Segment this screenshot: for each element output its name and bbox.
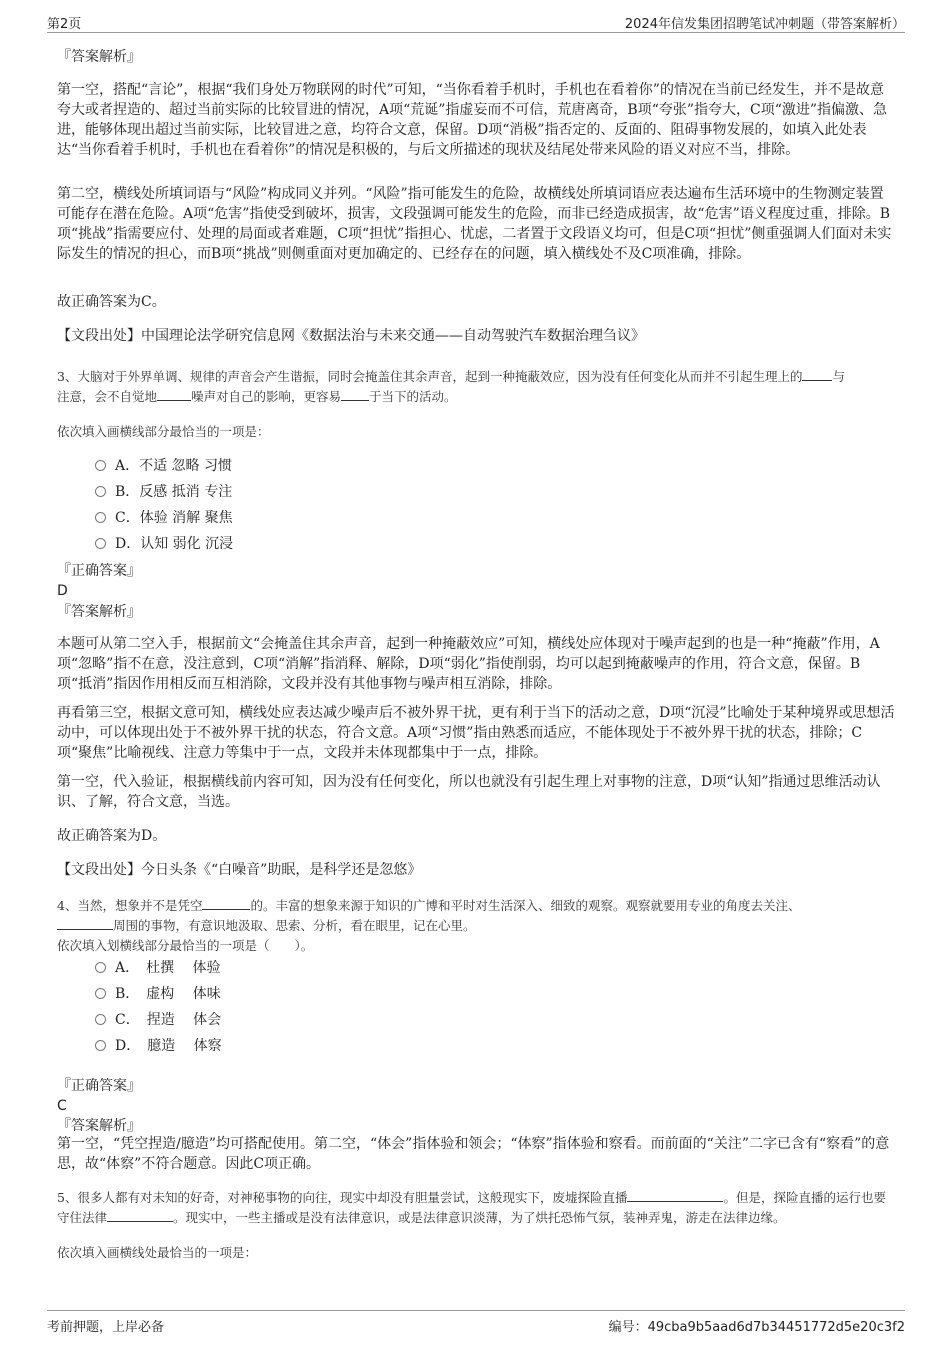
q3-instruction: 依次填入画横线部分最恰当的一项是： [57,424,270,439]
q3-analysis-label: 『答案解析』 [57,604,141,620]
q2-analysis-label: 『答案解析』 [57,49,141,65]
radio-icon[interactable] [95,1040,106,1051]
q5-stem: 5、很多人都有对未知的好奇，对神秘事物的向往，现实中却没有胆量尝试，这般现实下，废墟探险直播 。但是，探险直播的运行也要守住法律 。现实中，一些主播或是没有法律意识，或是法律意识淡薄，为了烘托恐怖气氛，装神弄鬼，游走在法律边缘。 [57,1190,886,1225]
q3-conclusion: 故正确答案为D。 [57,828,167,844]
q2-analysis-p1: 第一空，搭配“言论”，根据“我们身处万物联网的时代”可知，“当你看着手机时，手机也在看着你”的情况在当前已经发生，并不是故意夸大或者捏造的、超过当前实际的比较冒进的情况，A项“荒诞”指虚妄而不可信，荒唐离奇，B项“夸张”指夸大，C项“激进”指偏激、急进，能够体现出超过当前实际，比较冒进之意，均符合文意，保留。D项“消极”指否定的、反面的、阻碍事物发展的，如填入此处表达“当你看着手机时，手机也在看着你”的情况是积极的，与后文所描述的现状及结尾处带来风险的语义对应不当，排除。 [57,82,888,158]
radio-icon[interactable] [95,962,106,973]
q3-option-b[interactable]: B．反感 抵消 专注 [95,482,232,502]
radio-icon[interactable] [95,538,106,549]
radio-icon[interactable] [95,460,106,471]
document-code: 编号：49cba9b5aad6d7b34451772d5e20c3f2 [608,1320,905,1335]
q3-option-a[interactable]: A．不适 忽略 习惯 [95,456,232,476]
q4-instruction: 依次填入划横线部分最恰当的一项是（ ）。 [57,938,314,953]
q4-option-a[interactable]: A． 杜撰 体验 [95,958,221,978]
blank-line [802,368,832,381]
q2-analysis-p2: 第二空，横线处所填词语与“风险”构成同义并列。“风险”指可能发生的危险，故横线处所填词语应表达遍布生活环境中的生物测定装置可能存在潜在危险。A项“危害”指使受到破坏，损害，文段强调可能发生的危险，而非已经造成损害，故“危害”语义程度过重，排除。B项“挑战”指需要应付、处理的局面或者难题，C项“担忧”指担心、忧虑，二者置于文段语义均可，但是C项“担忧”侧重强调人们面对未实际发生的情况的担心，而B项“挑战”则侧重面对更加确定的、已经存在的问题，填入横线处不及C项准确，排除。 [57,186,892,262]
page-header [47,10,905,33]
q3-analysis-p1: 本题可从第二空入手，根据前文“会掩盖住其余声音，起到一种掩蔽效应”可知，横线处应体现对于噪声起到的也是一种“掩蔽”作用，A项“忽略”指不在意，没注意到，C项“消解”指消释、解除，D项“弱化”指使削弱，均可以起到掩蔽噪声的作用，符合文意，保留。B项“抵消”指因作用相反而互相消除，文段并没有其他事物与噪声相互消除，排除。 [57,636,880,692]
blank-line [627,1189,723,1202]
page-footer [47,1310,905,1333]
q4-analysis-p1: 第一空，“凭空捏造/臆造”均可搭配使用。第二空，“体会”指体验和领会；“体察”指体验和察看。而前面的“关注”二字已含有“察看”的意思，故“体察”不符合题意。因此C项正确。 [57,1136,890,1172]
radio-icon[interactable] [95,988,106,999]
q4-option-b[interactable]: B． 虚构 体味 [95,984,221,1004]
radio-icon[interactable] [95,486,106,497]
footer-slogan: 考前押题，上岸必备 [47,1320,165,1335]
q3-option-d[interactable]: D．认知 弱化 沉浸 [95,534,233,554]
blank-line [57,917,113,930]
blank-line [157,388,191,401]
q4-option-d[interactable]: D． 臆造 体察 [95,1036,222,1056]
q3-correct-label: 『正确答案』 [57,563,141,579]
blank-line [202,897,250,910]
blank-line [341,388,369,401]
q3-analysis-p3: 第一空，代入验证，根据横线前内容可知，因为没有任何变化，所以也就没有引起生理上对事物的注意，D项“认知”指通过思维活动认识、了解，符合文意，当选。 [57,774,881,810]
q4-option-c[interactable]: C． 捏造 体会 [95,1010,221,1030]
q3-analysis-p2: 再看第三空，根据文意可知，横线处应表达减少噪声后不被外界干扰，更有利于当下的活动之意，D项“沉浸”比喻处于某种境界或思想活动中，可以体现出处于不被外界干扰的状态，符合文意。A项“习惯”指由熟悉而适应，不能体现处于不被外界干扰的状态，排除；C项“聚焦”比喻视线、注意力等集中于一点，文段并未体现都集中于一点，排除。 [57,705,895,761]
q4-correct-label: 『正确答案』 [57,1078,141,1094]
q2-conclusion: 故正确答案为C。 [57,294,166,310]
document-title: 2024年信发集团招聘笔试冲刺题（带答案解析） [624,17,905,32]
q3-stem: 3、大脑对于外界单调、规律的声音会产生谐振，同时会掩盖住其余声音，起到一种掩蔽效应，因为没有任何变化从而并不引起生理上的 与 注意，会不自觉地 噪声对自己的影响，更容易 于当下的活动。 [57,369,845,404]
radio-icon[interactable] [95,1014,106,1025]
q3-option-c[interactable]: C．体验 消解 聚焦 [95,508,233,528]
q5-instruction: 依次填入画横线处最恰当的一项是： [57,1245,258,1260]
radio-icon[interactable] [95,512,106,523]
q4-stem: 4、当然，想象并不是凭空 的。丰富的想象来源于知识的广博和平时对生活深入、细致的观察。观察就要用专业的角度去关注、 周围的事物，有意识地汲取、思索、分析，看在眼里，记在心里。 [57,898,801,933]
q4-correct-answer: C [57,1098,67,1114]
q2-source: 【文段出处】中国理论法学研究信息网《数据法治与未来交通——自动驾驶汽车数据治理刍议》 [57,328,645,344]
q4-analysis-label: 『答案解析』 [57,1118,141,1134]
q3-correct-answer: D [57,583,68,599]
blank-line [107,1209,173,1222]
q3-source: 【文段出处】今日头条《“白噪音”助眠，是科学还是忽悠》 [57,862,422,878]
page-number: 第2页 [47,17,82,32]
